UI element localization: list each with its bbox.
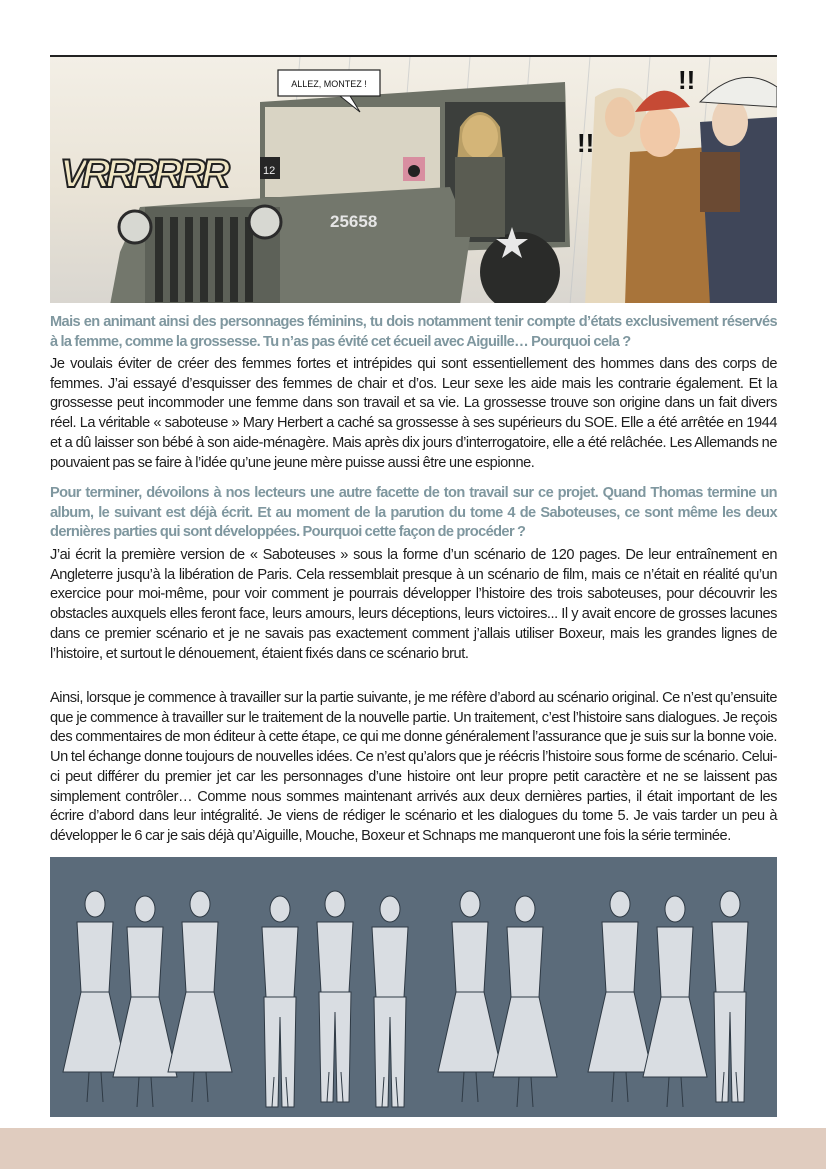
character-figure [588,891,652,1102]
character-figure [372,896,408,1107]
interview-answer-2: J’ai écrit la première version de « Saboteuses » sous la forme d’un scénario de 120 pages. De leur entraînement en Angleterre jusqu’à la libération de Paris. Cela ressemblait presque à un scénario de film, mais ce n’était en réalité qu’un exercice pour moi-même, pour voir comment je pourrais développer l’histoire des trois saboteuses, pour découvrir les obstacles auxquels elles feront face, leurs amours, leurs déceptions, leurs victoires... Il y avait encore de grosses lacunes dans ce premier scénario et je ne savais pas exactement comment j’allais utiliser Boxeur, mais les grandes lignes de l’histoire, et surtout le dénouement, étaient fixés dans ce scénario brut. [50,547,777,662]
comic-panel-image [50,55,777,303]
character-sketches-illustration [50,857,777,1117]
women-drawing [585,77,777,303]
interview-question-1: Mais en animant ainsi des personnages féminins, tu dois notamment tenir compte d’états exclusivement réservés à la femme, comme la grossesse. Tu n’as pas évité cet écueil avec Aiguille… Pourquoi cela ? [50,314,777,350]
jeep-hood-number: 12 [263,165,276,177]
exclamation-mark: !! [577,128,595,158]
footer-band [0,1128,826,1169]
character-figure [643,896,707,1107]
speech-bubble-text: ALLEZ, MONTEZ ! [291,79,367,89]
sound-effect-text: VRRRRRR [60,152,225,196]
character-figure [317,891,353,1102]
interview-answer-1: Je voulais éviter de créer des femmes fortes et intrépides qui sont essentiellement des hommes dans des corps de femmes. J’ai essayé d’esquisser des femmes de chair et d’os. Leur sexe les aide mais les contrarie également. Et la grossesse peut incommoder une femme dans son travail et sa vie. La grossesse trouve son origine dans un fait divers réel. La véritable « saboteuse » Mary Herbert a caché sa grossesse à ses supérieurs du SOE. Elle a été arrêtée en 1944 et a dû laisser son bébé à son aide-ménagère. Mais après dix jours d’interrogatoire, elle a été relâchée. Les Allemands ne pouvaient pas se faire à l’idée qu’une jeune mère puisse aussi être une espionne. [50,356,777,471]
character-figure [113,896,177,1107]
character-figure [168,891,232,1102]
character-figure [262,896,298,1107]
character-figure [438,891,502,1102]
character-figure [712,891,748,1102]
jeep-plate-number: 25658 [330,212,378,231]
character-figure [493,896,557,1107]
interview-question-2: Pour terminer, dévoilons à nos lecteurs une autre facette de ton travail sur ce projet. Quand Thomas termine un album, le suivant est déjà écrit. Et au moment de la parution du tome 4 de Saboteuses, ce sont même les deux dernières parties qui sont développées. Pourquoi cette façon de procéder ? [50,485,777,541]
interview-answer-2-continued: Ainsi, lorsque je commence à travailler sur la partie suivante, je me réfère d’abord au scénario original. Ce n’est qu’ensuite que je commence à travailler sur le traitement de la nouvelle partie. Un traitement, c’est l’histoire sans dialogues. Je reçois des commentaires de mon éditeur à cette étape, ce qui me donne généralement l’assurance que je suis sur la bonne voie. Un tel échange donne toujours de nouvelles idées. Ce n’est qu’alors que je réécris l’histoire sous forme de scénario. Celui-ci peut différer du premier jet car les personnages d’une histoire ont leur propre petit caractère et ne se laissent pas simplement contrôler… Comme nous sommes maintenant arrivés aux deux dernières parties, il était important de les écrire d’abord dans leur intégralité. Je viens de rédiger le scénario et les dialogues du tome 5. Je vais tarder un peu à développer le 6 car je sais déjà qu’Aiguille, Mouche, Boxeur et Schnaps me manqueront une fois la série terminée. [50,690,777,844]
exclamation-mark: !! [678,65,696,95]
